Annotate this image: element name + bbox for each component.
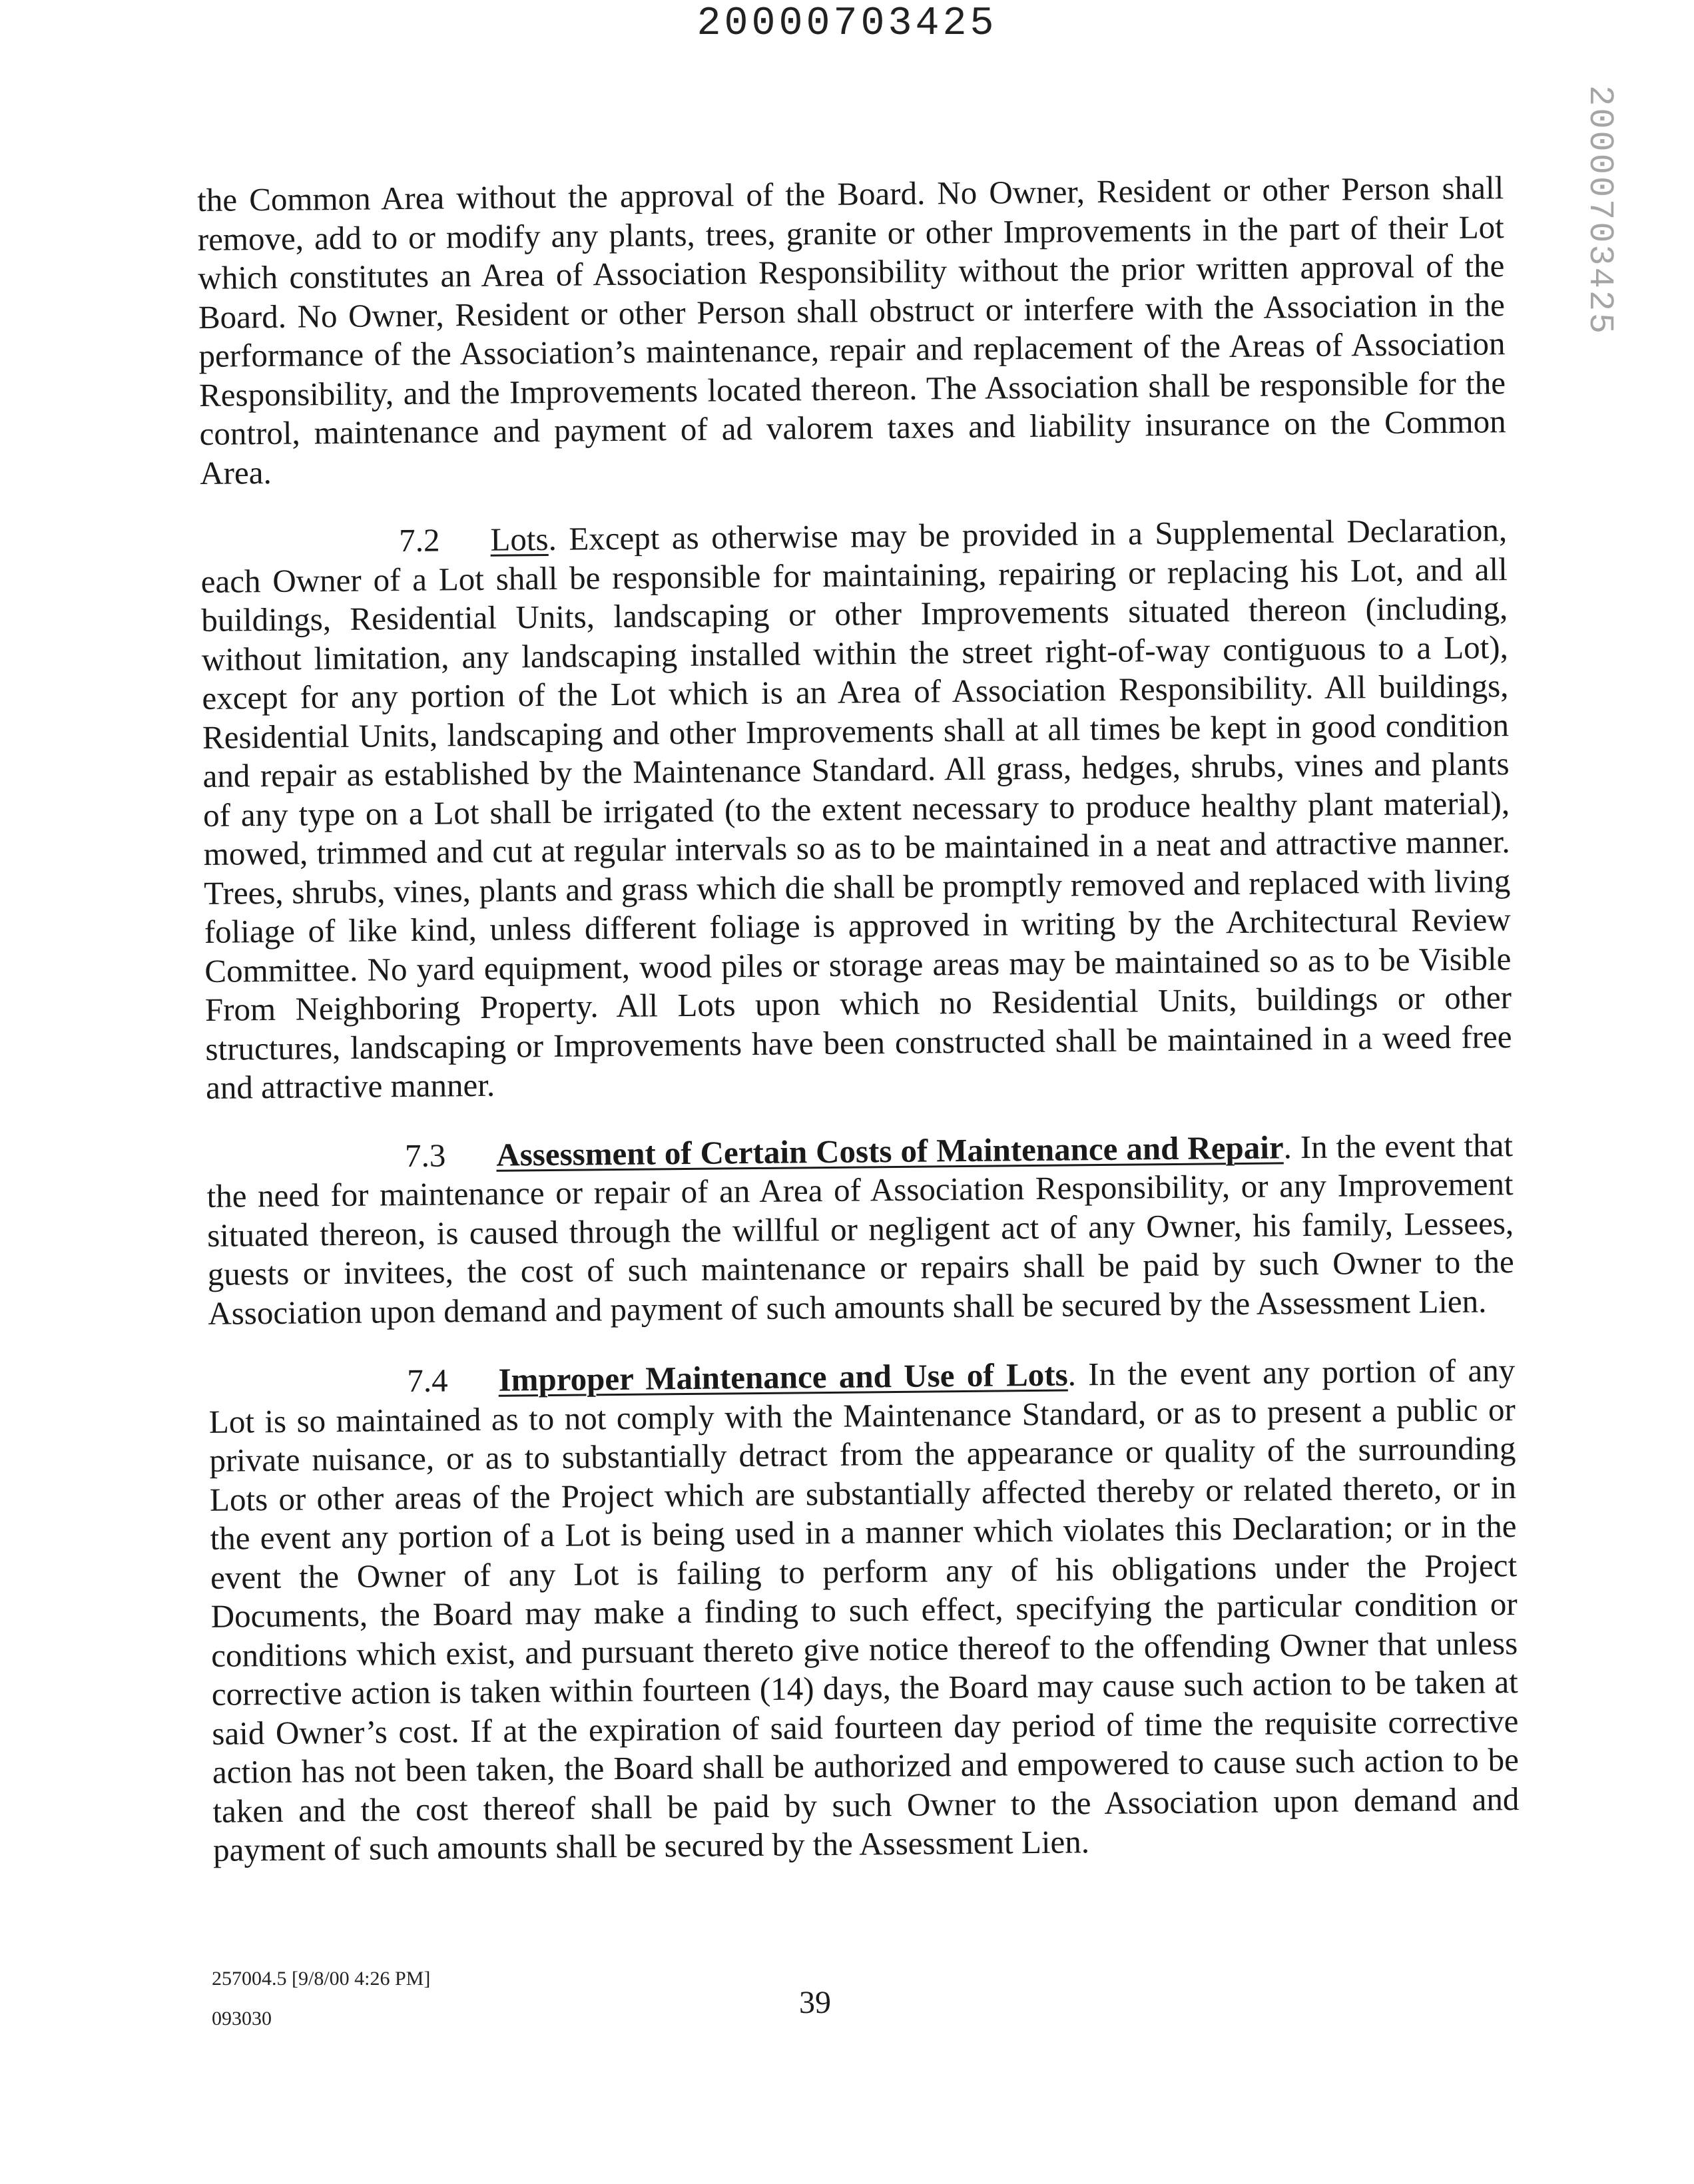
section-number: 7.2 [398, 521, 440, 559]
section-title: Assessment of Certain Costs of Maintenance and Repair [496, 1128, 1284, 1173]
section-number: 7.3 [404, 1136, 446, 1174]
section-7-2 [200, 511, 1512, 1107]
section-title: Lots [490, 520, 549, 558]
recording-number-header: 20000703425 [697, 1, 997, 47]
recording-number-side-stamp: 20000703425 [1580, 85, 1619, 336]
page-number: 39 [799, 1985, 831, 2020]
section-body: . In the event that the need for maintenance or repair of an Area of Association Responsibility, or any Improvement situated thereon, is caused through the willful or negligent act of any Owner, his family, Lessees, guests or invitees, the cost of such maintenance or repairs shall be paid by such Owner to the Association upon demand and payment of such amounts shall be secured by the Assessment Lien. [206, 1126, 1514, 1332]
section-body: . Except as otherwise may be provided in a Supplemental Declaration, each Owner of a Lot shall be responsible for maintaining, repairing or replacing his Lot, and all buildings, Residential Units, landscaping or other Improvements situated thereon (including, without limitation, any landscaping installed within the street right-of-way contiguous to a Lot), except for any portion of the Lot which is an Area of Association Responsibility. All buildings, Residential Units, landscaping and other Improvements shall at all times be kept in good condition and repair as established by the Maintenance Standard. All grass, hedges, shrubs, vines and plants of any type on a Lot shall be irrigated (to the extent necessary to produce healthy plant material), mowed, trimmed and cut at regular intervals so as to be maintained in a neat and attractive manner. Trees, shrubs, vines, plants and grass which die shall be promptly removed and replaced with living foliage of like kind, unless different foliage is approved in writing by the Architectural Review Committee. No yard equipment, wood piles or storage areas may be maintained so as to be Visible From Neighboring Property. All Lots upon which no Residential Units, buildings or other structures, landscaping or Improvements have been constructed shall be maintained in a weed free and attractive manner. [200, 511, 1512, 1106]
section-title: Improper Maintenance and Use of Lots [498, 1356, 1068, 1398]
document-body [197, 168, 1520, 1870]
section-7-3 [206, 1126, 1515, 1333]
footer-document-reference: 257004.5 [9/8/00 4:26 PM] [212, 1968, 431, 1990]
section-7-4 [208, 1351, 1520, 1870]
section-number: 7.4 [407, 1362, 448, 1400]
continued-paragraph: the Common Area without the approval of the Board. No Owner, Resident or other Person shall remove, add to or modify any plants, trees, granite or other Improvements in the part of their Lot which constitutes an Area of Association Responsibility without the prior written approval of the Board. No Owner, Resident or other Person shall obstruct or interfere with the Association in the performance of the Association’s maintenance, repair and replacement of the Areas of Association Responsibility, and the Improvements located thereon. The Association shall be responsible for the control, maintenance and payment of ad valorem taxes and liability insurance on the Common Area. [197, 169, 1506, 491]
footer-client-reference: 093030 [212, 2008, 272, 2030]
section-body: . In the event any portion of any Lot is so maintained as to not comply with the Maintenance Standard, or as to present a public or private nuisance, or as to substantially detract from the appearance or quality of the surrounding Lots or other areas of the Project which are substantially affected thereby or related thereto, or in the event any portion of a Lot is being used in a manner which violates this Declaration; or in the event the Owner of any Lot is failing to perform any of his obligations under the Project Documents, the Board may make a finding to such effect, specifying the particular condition or conditions which exist, and pursuant thereto give notice thereof to the offending Owner that unless corrective action is taken within fourteen (14) days, the Board may cause such action to be taken at said Owner’s cost. If at the expiration of said fourteen day period of time the requisite corrective action has not been taken, the Board shall be authorized and empowered to cause such action to be taken and the cost thereof shall be paid by such Owner to the Association upon demand and payment of such amounts shall be secured by the Assessment Lien. [208, 1352, 1520, 1868]
